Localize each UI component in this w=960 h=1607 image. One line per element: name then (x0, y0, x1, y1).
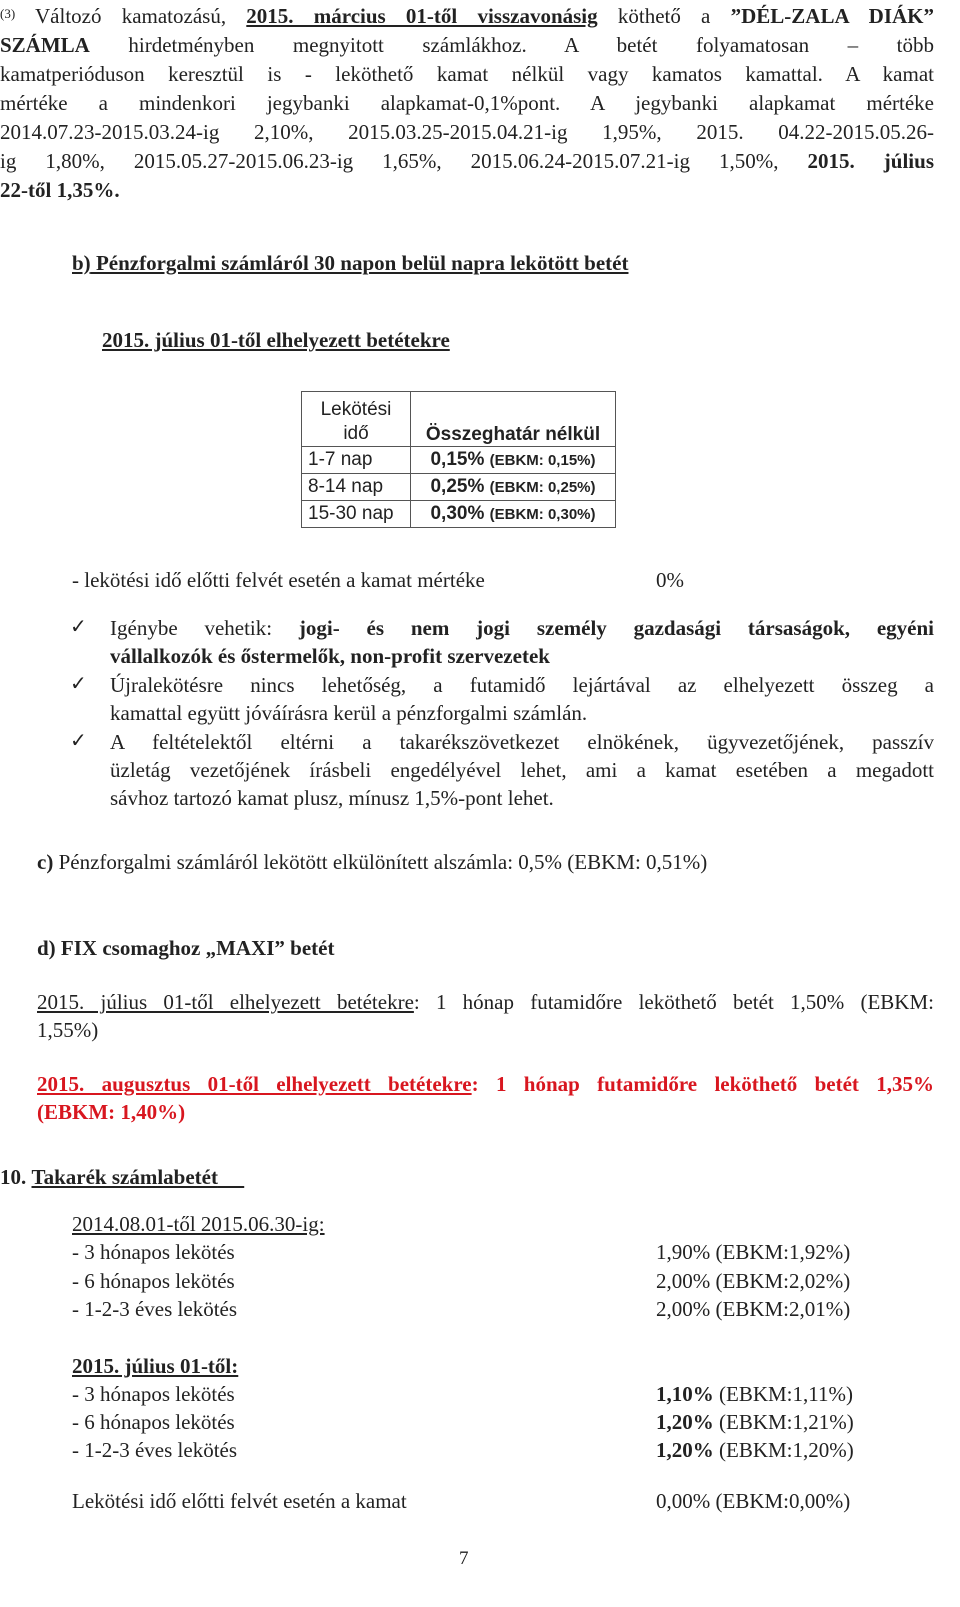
checkmark-icon: ✓ (70, 614, 87, 638)
period-1: 2014.08.01-től 2015.06.30-ig: (72, 1212, 325, 1236)
table-row: 1-7 nap 0,15% (EBKM: 0,15%) (302, 447, 616, 474)
section-c: c) Pénzforgalmi számláról lekötött elkülönített alszámla: 0,5% (EBKM: 0,51%) (37, 850, 708, 874)
table-row: 8-14 nap 0,25% (EBKM: 0,25%) (302, 474, 616, 501)
intro-line-7: 22-től 1,35%. (0, 178, 120, 202)
list-item: - 1-2-3 éves lekötés (72, 1438, 238, 1462)
list-item-value: 1,20% (EBKM:1,21%) (656, 1410, 854, 1434)
list-item: - 6 hónapos lekötés (72, 1269, 235, 1293)
rate-table-header (302, 392, 616, 447)
checkmark-icon: ✓ (70, 671, 87, 695)
list-item: - 3 hónapos lekötés (72, 1382, 235, 1406)
list-item-value: 2,00% (EBKM:2,02%) (656, 1269, 851, 1293)
page-number: 7 (459, 1548, 469, 1569)
table-row: 15-30 nap 0,30% (EBKM: 0,30%) (302, 501, 616, 528)
intro-line-2: SZÁMLA hirdetményben megnyitott számlákhoz. A betét folyamatosan – több (0, 33, 934, 57)
section-b-heading: b) Pénzforgalmi számláról 30 napon belül napra lekötött betét (72, 251, 629, 275)
footnote-mark: (3) (0, 6, 16, 21)
early-withdrawal-label: Lekötési idő előtti felvét esetén a kamat (72, 1489, 407, 1513)
intro-line-1: $^{(3)}$ Változó kamatozású, 2015. március 01-től visszavonásig köthető a ”DÉL-ZALA DIÁK” (0, 4, 935, 28)
checkmark-icon: ✓ (70, 728, 87, 752)
list-item: - 3 hónapos lekötés (72, 1240, 235, 1264)
early-withdrawal-value: 0% (656, 568, 684, 592)
section-10-heading: 10. Takarék számlabetét (0, 1165, 218, 1189)
list-item-value: 1,10% (EBKM:1,11%) (656, 1382, 853, 1406)
intro-line-5: 2014.07.23-2015.03.24-ig 2,10%, 2015.03.25-2015.04.21-ig 1,95%, 2015. 04.22-2015.05.26- (0, 120, 934, 144)
section-b-subtitle: 2015. július 01-től elhelyezett betétekre (102, 328, 450, 352)
period-2: 2015. július 01-től: (72, 1354, 239, 1378)
intro-line-4: mértéke a mindenkori jegybanki alapkamat-0,1%pont. A jegybanki alapkamat mértéke (0, 91, 934, 115)
list-item-value: 1,90% (EBKM:1,92%) (656, 1240, 851, 1264)
list-item: - 6 hónapos lekötés (72, 1410, 235, 1434)
header-period: Lekötési idő (302, 392, 411, 447)
list-item-value: 1,20% (EBKM:1,20%) (656, 1438, 854, 1462)
early-withdrawal-value: 0,00% (EBKM:0,00%) (656, 1489, 851, 1513)
intro-line-3: kamatperióduson keresztül is - leköthető kamat nélkül vagy kamatos kamattal. A kamat (0, 62, 934, 86)
intro-line-6: ig 1,80%, 2015.05.27-2015.06.23-ig 1,65%, 2015.06.24-2015.07.21-ig 1,50%, 2015. július (0, 149, 934, 173)
section-d-heading: d) FIX csomaghoz „MAXI” betét (37, 936, 335, 960)
list-item-value: 2,00% (EBKM:2,01%) (656, 1297, 851, 1321)
header-amount: Összeghatár nélkül (411, 392, 616, 447)
early-withdrawal-label: - lekötési idő előtti felvét esetén a kamat mértéke (72, 568, 485, 592)
rate-table (301, 391, 616, 528)
list-item: - 1-2-3 éves lekötés (72, 1297, 238, 1321)
